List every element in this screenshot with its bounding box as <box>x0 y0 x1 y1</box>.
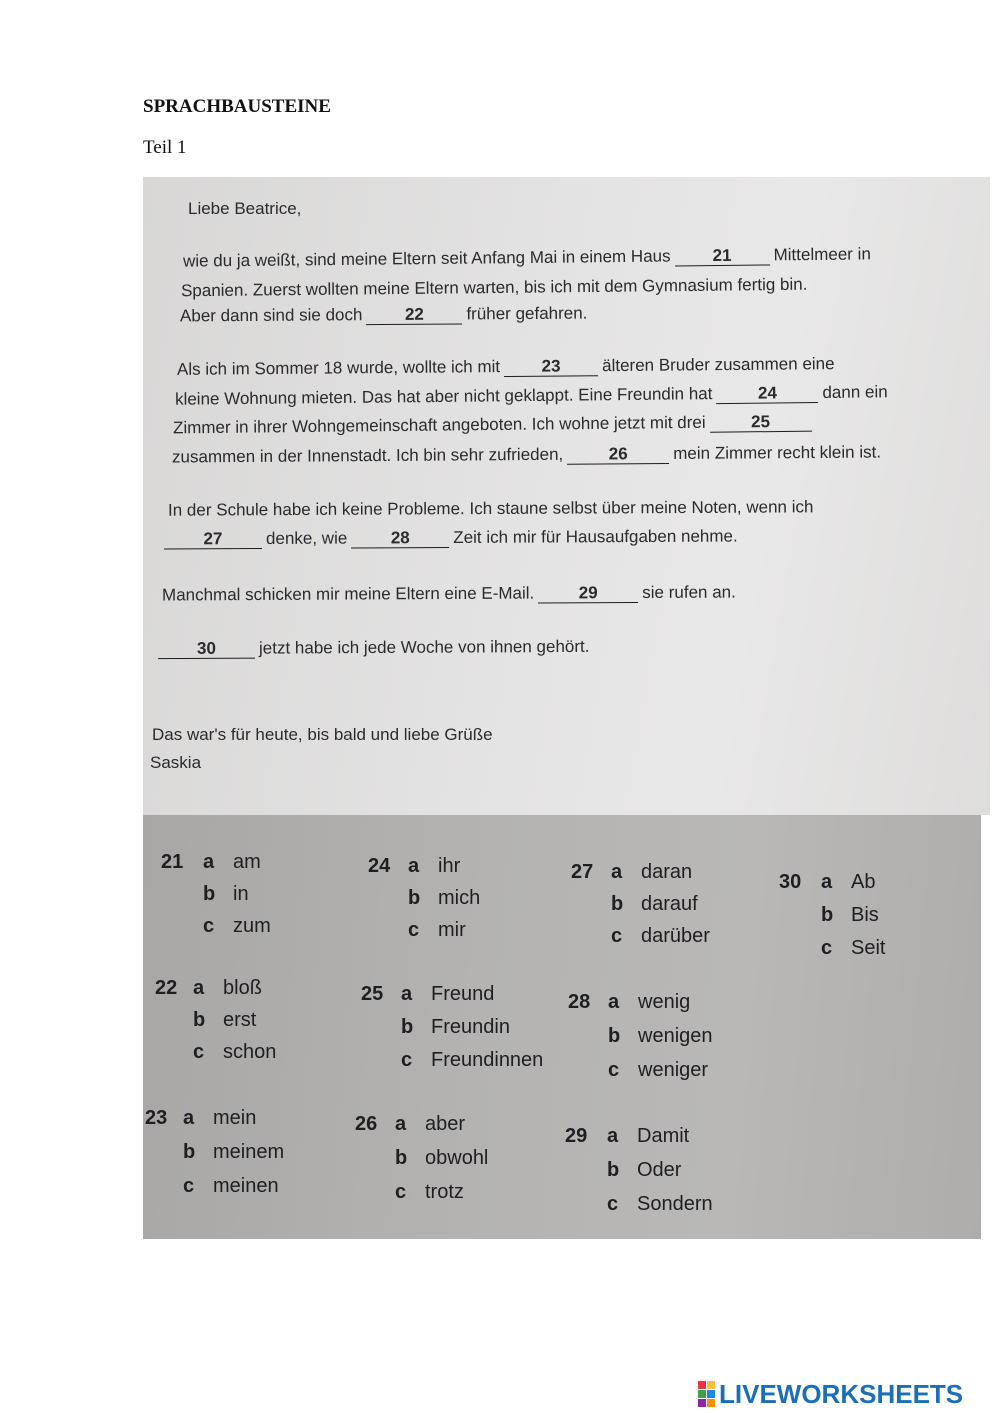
gap-25[interactable]: 25 <box>710 413 812 433</box>
option-b[interactable]: b meinem <box>183 1141 285 1163</box>
option-a[interactable]: a bloß <box>193 977 262 999</box>
gap-21[interactable]: 21 <box>674 246 769 266</box>
option-a[interactable]: a mein <box>183 1107 257 1129</box>
letter-line: Zimmer in ihrer Wohngemeinschaft angeboten. Ich wohne jetzt mit drei 25 <box>173 412 816 439</box>
letter-closing: Das war's für heute, bis bald und liebe Grüße <box>152 725 493 744</box>
letter-line: Aber dann sind sie doch 22 früher gefahren. <box>179 303 588 326</box>
option-c[interactable]: c darüber <box>611 925 710 947</box>
gap-28[interactable]: 28 <box>351 529 449 549</box>
question-number: 27 <box>571 861 594 883</box>
question-number: 25 <box>361 983 384 1005</box>
letter-line: zusammen in der Innenstadt. Ich bin sehr zufrieden, 26 mein Zimmer recht klein ist. <box>171 442 882 467</box>
question-number: 29 <box>565 1125 588 1147</box>
option-c[interactable]: c schon <box>193 1041 277 1063</box>
liveworksheets-brand[interactable] <box>698 1378 963 1410</box>
option-b[interactable]: b mich <box>408 887 481 909</box>
option-c[interactable]: c meinen <box>183 1175 279 1197</box>
liveworksheets-logo-icon <box>698 1381 715 1407</box>
gap-30[interactable]: 30 <box>158 640 255 660</box>
letter-line: In der Schule habe ich keine Probleme. Ich staune selbst über meine Noten, wenn ich <box>167 497 814 520</box>
option-b[interactable]: b darauf <box>611 893 698 915</box>
gap-23[interactable]: 23 <box>504 357 598 377</box>
letter-line: kleine Wohnung mieten. Das hat aber nicht geklappt. Eine Freundin hat 24 dann ein <box>174 382 888 409</box>
option-c[interactable]: c zum <box>203 915 271 937</box>
letter-photo <box>143 177 990 815</box>
option-a[interactable]: a Damit <box>607 1125 690 1147</box>
option-a[interactable]: a aber <box>395 1113 466 1135</box>
option-c[interactable]: c Sondern <box>607 1193 713 1215</box>
option-b[interactable]: b in <box>203 883 249 905</box>
letter-line: Als ich im Sommer 18 wurde, wollte ich mit 23 älteren Bruder zusammen eine <box>176 354 835 379</box>
option-b[interactable]: b Oder <box>607 1159 682 1181</box>
letter-greeting: Liebe Beatrice, <box>188 199 302 218</box>
question-number: 21 <box>161 851 184 873</box>
gap-26[interactable]: 26 <box>567 445 669 465</box>
question-number: 30 <box>779 871 802 893</box>
option-a[interactable]: a Freund <box>401 983 495 1005</box>
option-b[interactable]: b Freundin <box>401 1016 510 1038</box>
option-a[interactable]: a daran <box>611 861 693 883</box>
options-photo <box>143 815 981 1239</box>
option-c[interactable]: c Freundinnen <box>401 1049 544 1071</box>
option-a[interactable]: a ihr <box>408 855 461 877</box>
option-c[interactable]: c Seit <box>821 937 886 959</box>
gap-22[interactable]: 22 <box>366 305 462 325</box>
gap-27[interactable]: 27 <box>164 530 262 550</box>
question-number: 26 <box>355 1113 378 1135</box>
option-c[interactable]: c weniger <box>608 1059 709 1081</box>
letter-signature: Saskia <box>150 753 202 772</box>
question-number: 23 <box>145 1107 168 1129</box>
question-number: 22 <box>155 977 178 999</box>
letter-line: 30 jetzt habe ich jede Woche von ihnen gehört. <box>158 637 590 659</box>
option-c[interactable]: c trotz <box>395 1181 464 1203</box>
option-a[interactable]: a am <box>203 851 261 873</box>
question-number: 24 <box>368 855 391 877</box>
letter-line: Manchmal schicken mir meine Eltern eine E-Mail. 29 sie rufen an. <box>161 582 736 605</box>
worksheet-title: SPRACHBAUSTEINE <box>143 96 331 117</box>
option-a[interactable]: a wenig <box>608 991 691 1013</box>
gap-24[interactable]: 24 <box>716 384 818 404</box>
letter-line: wie du ja weißt, sind meine Eltern seit Anfang Mai in einem Haus 21 Mittelmeer in <box>182 244 871 271</box>
option-b[interactable]: b erst <box>193 1009 257 1031</box>
worksheet-subtitle: Teil 1 <box>143 137 187 158</box>
option-b[interactable]: b wenigen <box>608 1025 713 1047</box>
letter-line: 27 denke, wie 28 Zeit ich mir für Hausaufgaben nehme. <box>164 526 738 549</box>
option-a[interactable]: a Ab <box>821 871 876 893</box>
gap-29[interactable]: 29 <box>538 584 638 604</box>
question-number: 28 <box>568 991 591 1013</box>
option-c[interactable]: c mir <box>408 919 466 941</box>
letter-line: Spanien. Zuerst wollten meine Eltern warten, bis ich mit dem Gymnasium fertig bin. <box>180 274 808 301</box>
brand-name: LIVEWORKSHEETS <box>719 1378 964 1409</box>
option-b[interactable]: b obwohl <box>395 1147 489 1169</box>
option-b[interactable]: b Bis <box>821 904 879 926</box>
